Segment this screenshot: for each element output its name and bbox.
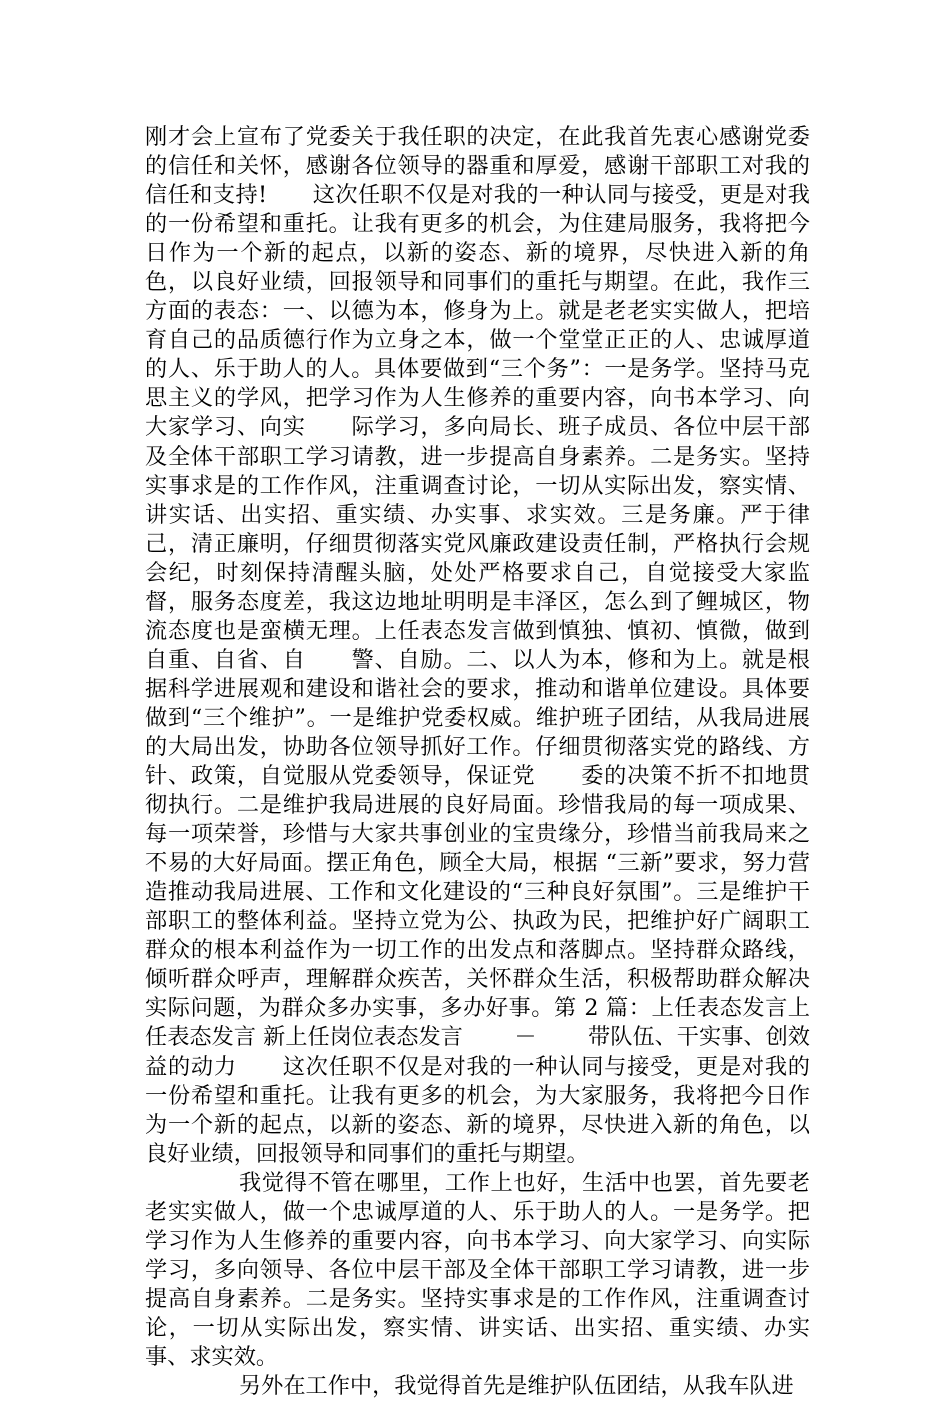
document-body [145,123,810,1401]
paragraph-1: 刚才会上宣布了党委关于我任职的决定，在此我首先衷心感谢党委的信任和关怀，感谢各位领导的器重和厚爱，感谢干部职工对我的信任和支持! 这次任职不仅是对我的一种认同与接受，更是对我的一份希望和重托。让我有更多的机会，为住建局服务，我将把今日作为一个新的起点，以新的姿态、新的境界，尽快进入新的角色，以良好业绩，回报领导和同事们的重托与期望。在此，我作三方面的表态：一、以德为本，修身为上。就是老老实实做人，把培育自己的品质德行作为立身之本，做一个堂堂正正的人、忠诚厚道的人、乐于助人的人。具体要做到“三个务”：一是务学。坚持马克思主义的学风，把学习作为人生修养的重要内容，向书本学习、向大家学习、向实 际学习，多向局长、班子成员、各位中层干部及全体干部职工学习请教，进一步提高自身素养。二是务实。坚持实事求是的工作作风，注重调查讨论，一切从实际出发，察实情、讲实话、出实招、重实绩、办实事、求实效。三是务廉。严于律己，清正廉明，仔细贯彻落实党风廉政建设责任制，严格执行会规会纪，时刻保持清醒头脑，处处严格要求自己，自觉接受大家监督，服务态度差，我这边地址明明是丰泽区，怎么到了鲤城区，物流态度也是蛮横无理。上任表态发言做到慎独、慎初、慎微，做到自重、自省、自 警、自励。二、以人为本，修和为上。就是根据科学进展观和建设和谐社会的要求，推动和谐单位建设。具体要做到“三个维护”。一是维护党委权威。维护班子团结，从我局进展的大局出发，协助各位领导抓好工作。仔细贯彻落实党的路线、方针、政策，自觉服从党委领导，保证党 委的决策不折不扣地贯彻执行。二是维护我局进展的良好局面。珍惜我局的每一项成果、每一项荣誉，珍惜与大家共事创业的宝贵缘分，珍惜当前我局来之不易的大好局面。摆正角色，顾全大局，根据 “三新”要求，努力营造推动我局进展、工作和文化建设的“三种良好氛围”。三是维护干部职工的整体利益。坚持立党为公、执政为民，把维护好广阔职工群众的根本利益作为一切工作的出发点和落脚点。坚持群众路线，倾听群众呼声，理解群众疾苦，关怀群众生活，积极帮助群众解决实际问题，为群众多办实事，多办好事。第 2 篇：上任表态发言上任表态发言 新上任岗位表态发言 － 带队伍、干实事、创效益的动力 这次任职不仅是对我的一种认同与接受，更是对我的一份希望和重托。让我有更多的机会，为大家服务，我将把今日作为一个新的起点，以新的姿态、新的境界，尽快进入新的角色，以良好业绩，回报领导和同事们的重托与期望。 [145,124,810,1167]
paragraph-2: 我觉得不管在哪里，工作上也好，生活中也罢，首先要老老实实做人，做一个忠诚厚道的人、乐于助人的人。一是务学。把学习作为人生修养的重要内容，向书本学习、向大家学习、向实际学习，多向领导、各位中层干部及全体干部职工学习请教，进一步提高自身素养。二是务实。坚持实事求是的工作作风，注重调查讨论，一切从实际出发，察实情、讲实话、出实招、重实绩、办实事、求实效。 [145,1169,810,1370]
paragraph-3: 另外在工作中，我觉得首先是维护队伍团结，从我车队进 [239,1373,794,1400]
